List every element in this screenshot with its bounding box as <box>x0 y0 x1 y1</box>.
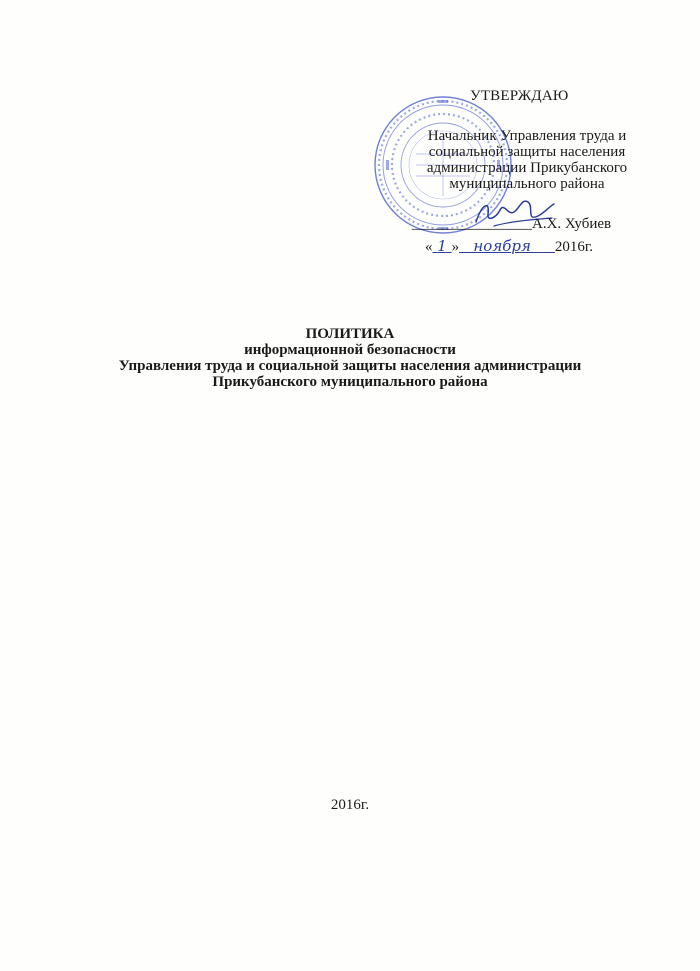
position-line: администрации Прикубанского <box>426 160 628 176</box>
title-line: Прикубанского муниципального района <box>212 374 488 390</box>
date-open-quote: « <box>425 239 433 255</box>
signature-blank: ________________ <box>412 216 532 232</box>
position-line: муниципального района <box>449 176 605 192</box>
title-line: ПОЛИТИКА <box>305 326 395 342</box>
approver-position <box>412 128 642 192</box>
signatory-name: А.Х. Хубиев <box>532 216 612 232</box>
date-close-quote: » <box>451 239 460 255</box>
signature-line <box>412 216 611 233</box>
date-year: 2016г. <box>554 239 594 255</box>
approval-heading: УТВЕРЖДАЮ <box>470 88 569 104</box>
approval-date <box>425 237 593 256</box>
document-year: 2016г. <box>330 797 370 813</box>
date-day: 1 <box>437 237 447 255</box>
position-line: Начальник Управления труда и <box>427 128 627 144</box>
date-month: ноября <box>473 237 531 255</box>
title-line: информационной безопасности <box>244 342 456 358</box>
position-line: социальной защиты населения <box>428 144 626 160</box>
title-line: Управления труда и социальной защиты населения администрации <box>118 358 582 374</box>
document-title <box>0 326 700 390</box>
